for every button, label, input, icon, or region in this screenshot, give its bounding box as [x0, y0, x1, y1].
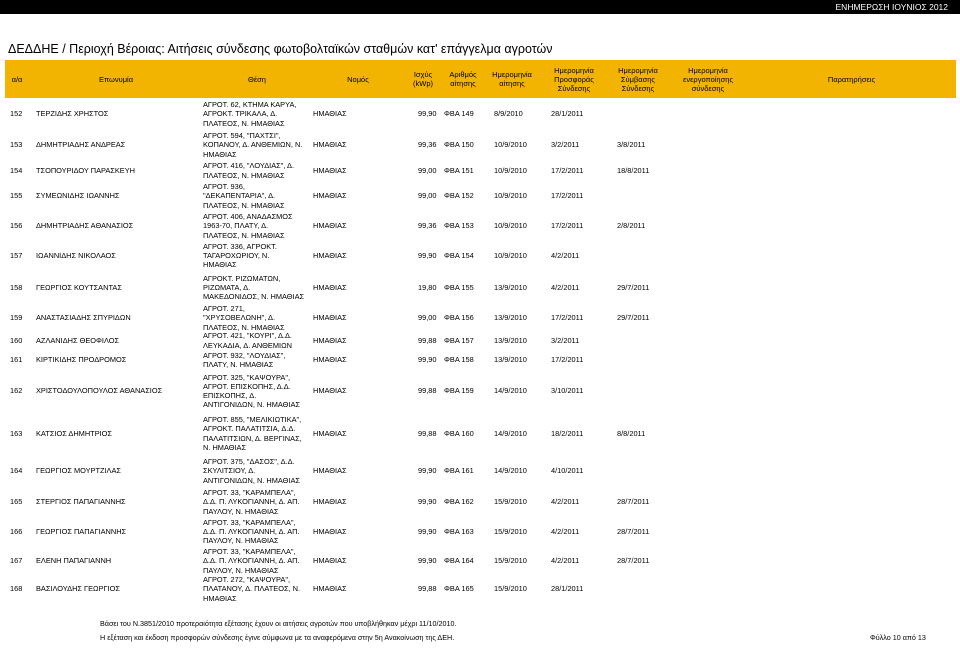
- row-location: ΑΓΡΟΤ. 33, "ΚΑΡΑΜΠΕΛΑ", Δ.Δ. Π. ΛΥΚΟΓΙΑΝΝΗ, Δ. ΑΠ. ΠΑΥΛΟΥ, Ν. ΗΜΑΘΙΑΣ: [203, 488, 300, 516]
- row-prefecture: ΗΜΑΘΙΑΣ: [313, 526, 347, 536]
- row-app-no: ΦΒΑ 150: [444, 140, 474, 150]
- row-prefecture: ΗΜΑΘΙΑΣ: [313, 355, 347, 365]
- row-power: 99,90: [418, 466, 437, 476]
- row-power: 99,88: [418, 584, 437, 594]
- row-location: ΑΓΡΟΤ. 406, ΑΝΑΔΑΣΜΟΣ 1963-70, ΠΛΑΤΥ, Δ. ΠΛΑΤΕΟΣ, Ν. ΗΜΑΘΙΑΣ: [203, 212, 293, 240]
- row-app-date: 14/9/2010: [494, 386, 527, 396]
- row-app-no: ΦΒΑ 152: [444, 191, 474, 201]
- row-name: ΓΕΩΡΓΙΟΣ ΜΟΥΡΤΖΙΛΑΣ: [36, 466, 121, 476]
- header-location: Θέση: [248, 74, 266, 84]
- row-offer-date: 17/2/2011: [551, 221, 584, 231]
- row-activation-date: [680, 412, 720, 455]
- row-location: ΑΓΡΟΤ. 62, ΚΤΗΜΑ ΚΑΡΥΑ, ΑΓΡΟΚΤ. ΤΡΙΚΑΛΑ, Δ. ΠΛΑΤΕΟΣ, Ν. ΗΜΑΘΙΑΣ: [203, 100, 297, 128]
- row-contract-date: [617, 331, 657, 350]
- row-offer-date: 4/2/2011: [551, 497, 580, 507]
- row-app-date: 15/9/2010: [494, 556, 527, 566]
- row-contract-date: [617, 576, 657, 602]
- page-title: ΔΕΔΔΗΕ / Περιοχή Βέροιας: Αιτήσεις σύνδεσης φωτοβολταϊκών σταθμών κατ' επάγγελμα αγροτών: [8, 42, 553, 56]
- row-notes: [760, 305, 940, 331]
- row-prefecture: ΗΜΑΘΙΑΣ: [313, 221, 347, 231]
- row-prefecture: ΗΜΑΘΙΑΣ: [313, 109, 347, 119]
- row-power: 99,88: [418, 386, 437, 396]
- row-aa: 155: [10, 191, 23, 201]
- row-contract-date: 18/8/2011: [617, 165, 650, 175]
- row-activation-date: [680, 546, 720, 576]
- row-name: ΕΛΕΝΗ ΠΑΠΑΓΙΑΝΝΗ: [36, 556, 112, 566]
- row-prefecture: ΗΜΑΘΙΑΣ: [313, 386, 347, 396]
- row-prefecture: ΗΜΑΘΙΑΣ: [313, 497, 347, 507]
- footer-note-2: Η εξέταση και έκδοση προσφορών σύνδεσης έγινε σύμφωνα με τα αναφερόμενα στην 5η Ανακοίνωση της ΔΕΗ.: [100, 633, 455, 642]
- row-offer-date: 4/10/2011: [551, 466, 584, 476]
- header-app-no: Αριθμός αίτησης: [449, 70, 477, 88]
- row-location: ΑΓΡΟΤ. 325, "ΚΑΨΟΥΡΑ", ΑΓΡΟΤ. ΕΠΙΣΚΟΠΗΣ, Δ.Δ. ΕΠΙΣΚΟΠΗΣ, Δ. ΑΝΤΙΓΟΝΙΔΩΝ, Ν. ΗΜΑΘΙΑΣ: [203, 372, 300, 410]
- row-location: ΑΓΡΟΤ. 421, "ΚΟΥΡΙ", Δ.Δ. ΛΕΥΚΑΔΙΑ, Δ. ΑΝΘΕΜΙΩΝ: [203, 331, 292, 350]
- row-prefecture: ΗΜΑΘΙΑΣ: [313, 335, 347, 345]
- row-contract-date: 28/7/2011: [617, 556, 650, 566]
- row-notes: [760, 98, 940, 130]
- row-prefecture: ΗΜΑΘΙΑΣ: [313, 466, 347, 476]
- row-app-no: ΦΒΑ 157: [444, 335, 474, 345]
- row-app-date: 14/9/2010: [494, 428, 527, 438]
- row-activation-date: [680, 517, 720, 546]
- row-aa: 164: [10, 466, 23, 476]
- row-activation-date: [680, 487, 720, 517]
- row-aa: 154: [10, 165, 23, 175]
- row-power: 99,90: [418, 109, 437, 119]
- row-location: ΑΓΡΟΤ. 594, "ΠΑΧΤΣΙ", ΚΟΠΑΝΟΥ, Δ. ΑΝΘΕΜΙΩΝ, Ν. ΗΜΑΘΙΑΣ: [203, 131, 303, 159]
- row-contract-date: 8/8/2011: [617, 428, 646, 438]
- update-label: ΕΝΗΜΕΡΩΣΗ ΙΟΥΝΙΟΣ 2012: [835, 2, 948, 12]
- header-power: Ισχύς (kWp): [413, 70, 433, 88]
- row-name: ΙΩΑΝΝΙΔΗΣ ΝΙΚΟΛΑΟΣ: [36, 250, 116, 260]
- row-location: ΑΓΡΟΤ. 272, "ΚΑΨΟΥΡΑ", ΠΛΑΤΑΝΟΥ, Δ. ΠΛΑΤΕΟΣ, Ν. ΗΜΑΘΙΑΣ: [203, 575, 301, 603]
- table-header: [5, 60, 956, 98]
- row-offer-date: 3/2/2011: [551, 335, 580, 345]
- row-power: 99,88: [418, 335, 437, 345]
- row-offer-date: 28/1/2011: [551, 584, 584, 594]
- row-activation-date: [680, 370, 720, 412]
- row-contract-date: [617, 181, 657, 211]
- row-name: ΒΑΣΙΛΟΥΔΗΣ ΓΕΩΡΓΙΟΣ: [36, 584, 120, 594]
- row-contract-date: [617, 350, 657, 370]
- row-app-date: 10/9/2010: [494, 191, 527, 201]
- row-prefecture: ΗΜΑΘΙΑΣ: [313, 140, 347, 150]
- row-app-date: 10/9/2010: [494, 165, 527, 175]
- row-contract-date: 28/7/2011: [617, 497, 650, 507]
- row-app-no: ΦΒΑ 163: [444, 526, 474, 536]
- row-power: 99,90: [418, 250, 437, 260]
- header-contract-date: Ημερομηνία Σύμβασης Σύνδεσης: [618, 65, 658, 93]
- row-offer-date: 4/2/2011: [551, 282, 580, 292]
- row-name: ΔΗΜΗΤΡΙΑΔΗΣ ΑΘΑΝΑΣΙΟΣ: [36, 221, 134, 231]
- row-notes: [760, 181, 940, 211]
- row-activation-date: [680, 98, 720, 130]
- row-notes: [760, 331, 940, 350]
- row-name: ΧΡΙΣΤΟΔΟΥΛΟΠΟΥΛΟΣ ΑΘΑΝΑΣΙΟΣ: [36, 386, 163, 396]
- row-app-no: ΦΒΑ 161: [444, 466, 474, 476]
- row-contract-date: [617, 455, 657, 487]
- row-power: 99,36: [418, 221, 437, 231]
- row-aa: 158: [10, 282, 23, 292]
- row-power: 99,00: [418, 313, 437, 323]
- row-notes: [760, 241, 940, 270]
- row-activation-date: [680, 350, 720, 370]
- row-app-no: ΦΒΑ 165: [444, 584, 474, 594]
- row-offer-date: 3/2/2011: [551, 140, 580, 150]
- row-offer-date: 17/2/2011: [551, 191, 584, 201]
- row-power: 99,00: [418, 165, 437, 175]
- row-app-no: ΦΒΑ 160: [444, 428, 474, 438]
- row-contract-date: 2/8/2011: [617, 221, 646, 231]
- row-power: 99,90: [418, 355, 437, 365]
- row-contract-date: 29/7/2011: [617, 313, 650, 323]
- row-aa: 160: [10, 335, 23, 345]
- row-name: ΤΕΡΖΙΔΗΣ ΧΡΗΣΤΟΣ: [36, 109, 109, 119]
- row-location: ΑΓΡΟΚΤ. ΡΙΖΩΜΑΤΩΝ, ΡΙΖΩΜΑΤΑ, Δ. ΜΑΚΕΔΟΝΙΔΟΣ, Ν. ΗΜΑΘΙΑΣ: [203, 273, 305, 302]
- row-name: ΓΕΩΡΓΙΟΣ ΚΟΥΤΣΑΝΤΑΣ: [36, 282, 122, 292]
- row-power: 99,00: [418, 191, 437, 201]
- row-offer-date: 3/10/2011: [551, 386, 584, 396]
- row-aa: 165: [10, 497, 23, 507]
- row-aa: 159: [10, 313, 23, 323]
- row-app-date: 10/9/2010: [494, 250, 527, 260]
- row-aa: 156: [10, 221, 23, 231]
- row-prefecture: ΗΜΑΘΙΑΣ: [313, 165, 347, 175]
- row-notes: [760, 412, 940, 455]
- row-app-date: 15/9/2010: [494, 584, 527, 594]
- row-offer-date: 17/2/2011: [551, 165, 584, 175]
- row-contract-date: [617, 241, 657, 270]
- row-activation-date: [680, 241, 720, 270]
- row-offer-date: 4/2/2011: [551, 556, 580, 566]
- page-number: Φύλλο 10 από 13: [870, 633, 926, 642]
- row-app-date: 8/9/2010: [494, 109, 523, 119]
- row-prefecture: ΗΜΑΘΙΑΣ: [313, 282, 347, 292]
- row-activation-date: [680, 576, 720, 602]
- row-notes: [760, 370, 940, 412]
- row-app-no: ΦΒΑ 158: [444, 355, 474, 365]
- row-contract-date: [617, 370, 657, 412]
- row-aa: 153: [10, 140, 23, 150]
- row-app-no: ΦΒΑ 162: [444, 497, 474, 507]
- row-aa: 157: [10, 250, 23, 260]
- row-notes: [760, 517, 940, 546]
- header-notes: Παρατηρήσεις: [827, 74, 876, 84]
- row-location: ΑΓΡΟΤ. 932, "ΛΟΥΔΙΑΣ", ΠΛΑΤΥ, Ν. ΗΜΑΘΙΑΣ: [203, 350, 286, 369]
- row-app-no: ΦΒΑ 154: [444, 250, 474, 260]
- row-location: ΑΓΡΟΤ. 33, "ΚΑΡΑΜΠΕΛΑ", Δ.Δ. Π. ΛΥΚΟΓΙΑΝΝΗ, Δ. ΑΠ. ΠΑΥΛΟΥ, Ν. ΗΜΑΘΙΑΣ: [203, 547, 300, 575]
- row-activation-date: [680, 305, 720, 331]
- row-name: ΑΝΑΣΤΑΣΙΑΔΗΣ ΣΠΥΡΙΔΩΝ: [36, 313, 131, 323]
- row-activation-date: [680, 331, 720, 350]
- row-location: ΑΓΡΟΤ. 33, "ΚΑΡΑΜΠΕΛΑ", Δ.Δ. Π. ΛΥΚΟΓΙΑΝΝΗ, Δ. ΑΠ. ΠΑΥΛΟΥ, Ν. ΗΜΑΘΙΑΣ: [203, 517, 300, 546]
- row-activation-date: [680, 455, 720, 487]
- row-power: 99,90: [418, 556, 437, 566]
- row-app-date: 15/9/2010: [494, 497, 527, 507]
- row-name: ΤΣΟΠΟΥΡΙΔΟΥ ΠΑΡΑΣΚΕΥΗ: [36, 165, 136, 175]
- row-app-date: 15/9/2010: [494, 526, 527, 536]
- row-contract-date: [617, 98, 657, 130]
- row-app-no: ΦΒΑ 159: [444, 386, 474, 396]
- row-aa: 163: [10, 428, 23, 438]
- row-location: ΑΓΡΟΤ. 855, "ΜΕΛΙΚΙΩΤΙΚΑ", ΑΓΡΟΚΤ. ΠΑΛΑΤΙΤΣΙΑ, Δ.Δ. ΠΑΛΑΤΙΤΣΙΩΝ, Δ. ΒΕΡΓΙΝΑΣ, Ν. ΗΜΑΘΙΑΣ: [203, 415, 302, 452]
- row-app-no: ΦΒΑ 164: [444, 556, 474, 566]
- row-aa: 162: [10, 386, 23, 396]
- row-app-no: ΦΒΑ 149: [444, 109, 474, 119]
- row-prefecture: ΗΜΑΘΙΑΣ: [313, 428, 347, 438]
- row-offer-date: 18/2/2011: [551, 428, 584, 438]
- row-power: 99,88: [418, 428, 437, 438]
- row-notes: [760, 487, 940, 517]
- row-prefecture: ΗΜΑΘΙΑΣ: [313, 191, 347, 201]
- row-name: ΚΑΤΣΙΟΣ ΔΗΜΗΤΡΙΟΣ: [36, 428, 112, 438]
- row-location: ΑΓΡΟΤ. 271, "ΧΡΥΣΟΒΕΛΩΝΗ", Δ. ΠΛΑΤΕΟΣ, Ν. ΗΜΑΘΙΑΣ: [203, 304, 285, 332]
- row-power: 99,90: [418, 497, 437, 507]
- row-notes: [760, 546, 940, 576]
- row-offer-date: 4/2/2011: [551, 250, 580, 260]
- header-activation-date: Ημερομηνία ενεργοποίησης σύνδεσης: [682, 65, 733, 93]
- row-prefecture: ΗΜΑΘΙΑΣ: [313, 250, 347, 260]
- row-app-date: 13/9/2010: [494, 313, 527, 323]
- row-app-no: ΦΒΑ 153: [444, 221, 474, 231]
- row-prefecture: ΗΜΑΘΙΑΣ: [313, 313, 347, 323]
- row-notes: [760, 270, 940, 305]
- row-app-no: ΦΒΑ 155: [444, 282, 474, 292]
- row-name: ΚΙΡΤΙΚΙΔΗΣ ΠΡΟΔΡΟΜΟΣ: [36, 355, 127, 365]
- row-prefecture: ΗΜΑΘΙΑΣ: [313, 584, 347, 594]
- row-notes: [760, 350, 940, 370]
- row-activation-date: [680, 270, 720, 305]
- row-notes: [760, 160, 940, 181]
- row-name: ΔΗΜΗΤΡΙΑΔΗΣ ΑΝΔΡΕΑΣ: [36, 140, 126, 150]
- top-banner: [0, 0, 960, 14]
- header-offer-date: Ημερομηνία Προσφοράς Σύνδεσης: [554, 65, 594, 93]
- row-notes: [760, 455, 940, 487]
- header-aa: α/α: [11, 74, 23, 84]
- row-app-date: 13/9/2010: [494, 335, 527, 345]
- row-aa: 166: [10, 526, 23, 536]
- row-power: 99,90: [418, 526, 437, 536]
- row-app-date: 10/9/2010: [494, 221, 527, 231]
- row-location: ΑΓΡΟΤ. 416, "ΛΟΥΔΙΑΣ", Δ. ΠΛΑΤΕΟΣ, Ν. ΗΜΑΘΙΑΣ: [203, 161, 295, 180]
- header-name: Επωνυμία: [98, 74, 134, 84]
- row-activation-date: [680, 160, 720, 181]
- row-location: ΑΓΡΟΤ. 336, ΑΓΡΟΚΤ. ΤΑΓΑΡΟΧΩΡΙΟΥ, Ν. ΗΜΑΘΙΑΣ: [203, 241, 277, 270]
- row-contract-date: 3/8/2011: [617, 140, 646, 150]
- row-offer-date: 28/1/2011: [551, 109, 584, 119]
- row-offer-date: 17/2/2011: [551, 355, 584, 365]
- row-notes: [760, 576, 940, 602]
- row-aa: 152: [10, 109, 23, 119]
- row-power: 99,36: [418, 140, 437, 150]
- row-activation-date: [680, 181, 720, 211]
- row-offer-date: 4/2/2011: [551, 526, 580, 536]
- row-location: ΑΓΡΟΤ. 936, "ΔΕΚΑΠΕΝΤΑΡΙΑ", Δ. ΠΛΑΤΕΟΣ, Ν. ΗΜΑΘΙΑΣ: [203, 182, 285, 210]
- row-power: 19,80: [418, 282, 437, 292]
- row-app-date: 10/9/2010: [494, 140, 527, 150]
- row-app-no: ΦΒΑ 156: [444, 313, 474, 323]
- row-name: ΓΕΩΡΓΙΟΣ ΠΑΠΑΓΙΑΝΝΗΣ: [36, 526, 127, 536]
- row-activation-date: [680, 211, 720, 241]
- row-name: ΣΥΜΕΩΝΙΔΗΣ ΙΩΑΝΝΗΣ: [36, 191, 120, 201]
- row-name: ΑΖΛΑΝΙΔΗΣ ΘΕΟΦΙΛΟΣ: [36, 335, 120, 345]
- row-app-date: 14/9/2010: [494, 466, 527, 476]
- row-app-date: 13/9/2010: [494, 355, 527, 365]
- row-prefecture: ΗΜΑΘΙΑΣ: [313, 556, 347, 566]
- row-aa: 167: [10, 556, 23, 566]
- footer-note-1: Βάσει του Ν.3851/2010 προτεραιότητα εξέτασης έχουν οι αιτήσεις αγροτών που υποβλήθηκαν μέχρι 11/10/2010.: [100, 619, 457, 628]
- row-contract-date: 29/7/2011: [617, 282, 650, 292]
- row-aa: 161: [10, 355, 23, 365]
- header-app-date: Ημερομηνία αίτησης: [492, 70, 532, 88]
- header-prefecture: Νομός: [347, 74, 369, 84]
- row-app-no: ΦΒΑ 151: [444, 165, 474, 175]
- row-aa: 168: [10, 584, 23, 594]
- row-app-date: 13/9/2010: [494, 282, 527, 292]
- row-notes: [760, 211, 940, 241]
- row-location: ΑΓΡΟΤ. 375, "ΔΑΣΟΣ", Δ.Δ. ΣΚΥΛΙΤΣΙΟΥ, Δ. ΑΝΤΙΓΟΝΙΔΩΝ, Ν. ΗΜΑΘΙΑΣ: [203, 457, 300, 485]
- row-contract-date: 28/7/2011: [617, 526, 650, 536]
- row-name: ΣΤΕΡΓΙΟΣ ΠΑΠΑΓΙΑΝΝΗΣ: [36, 497, 126, 507]
- row-notes: [760, 130, 940, 160]
- row-activation-date: [680, 130, 720, 160]
- row-offer-date: 17/2/2011: [551, 313, 584, 323]
